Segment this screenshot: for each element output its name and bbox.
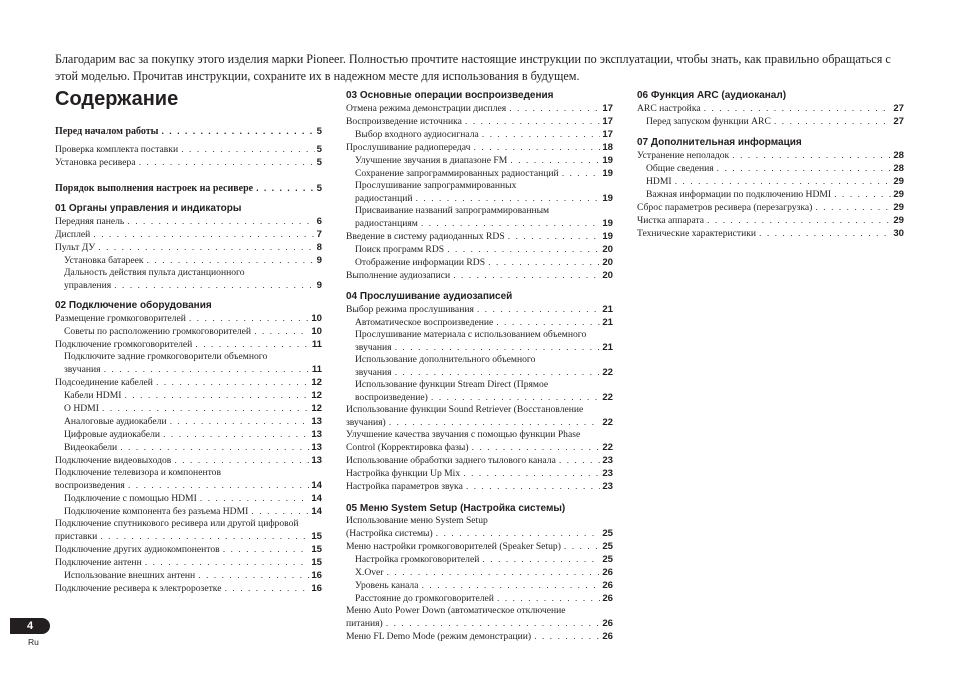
- toc-entry[interactable]: Автоматическое воспроизведение . . . 21: [346, 316, 613, 329]
- toc-heading-06[interactable]: 06 Функция ARC (аудиоканал): [637, 90, 787, 101]
- toc-heading-04[interactable]: 04 Прослушивание аудиозаписей: [346, 291, 513, 302]
- toc-entry[interactable]: Кабели HDMI . . . 12: [55, 389, 322, 402]
- toc-heading-07[interactable]: 07 Дополнительная информация: [637, 137, 802, 148]
- toc-entry[interactable]: Присваивание названий запрограммированным радиостанциям . . . 19: [346, 205, 613, 230]
- toc-entry[interactable]: Цифровые аудиокабели . . . 13: [55, 428, 322, 441]
- toc-entry[interactable]: Подключите задние громкоговорители объемного звучания . . . 11: [55, 351, 322, 376]
- toc-entry[interactable]: Прослушивание материала с использованием объемного звучания . . . 21: [346, 329, 613, 354]
- toc-heading-label: Порядок выполнения настроек на ресивере: [55, 183, 254, 194]
- toc-entry[interactable]: Воспроизведение источника . . . 17: [346, 115, 613, 128]
- toc-entry[interactable]: Настройка параметров звука . . . 23: [346, 480, 613, 493]
- toc-entry[interactable]: Прослушивание радиопередач . . . 18: [346, 141, 613, 154]
- toc-column-3: [637, 90, 904, 240]
- page-number-badge: 4: [10, 618, 50, 634]
- toc-entry[interactable]: Использование обработки заднего тылового канала . . . 23: [346, 454, 613, 467]
- toc-entry[interactable]: Уровень канала . . . 26: [346, 579, 613, 592]
- toc-entry[interactable]: Подключение ресивера к электророзетке . . . 16: [55, 582, 322, 595]
- toc-entry[interactable]: Пульт ДУ . . . 8: [55, 241, 322, 254]
- toc-heading-label: Перед началом работы: [55, 126, 159, 137]
- toc-heading-setup-order[interactable]: Порядок выполнения настроек на ресивере . . . 5: [55, 182, 322, 195]
- toc-entry[interactable]: Видеокабели . . . 13: [55, 441, 322, 454]
- toc-entry[interactable]: Настройка громкоговорителей . . . 25: [346, 553, 613, 566]
- toc-entry[interactable]: Подключение видеовыходов . . . 13: [55, 454, 322, 467]
- toc-entry[interactable]: Подключение компонента без разъема HDMI . . . 14: [55, 505, 322, 518]
- toc-entry[interactable]: Прослушивание запрограммированных радиостанций . . . 19: [346, 180, 613, 205]
- toc-entry[interactable]: Проверка комплекта поставки . . . 5: [55, 143, 322, 156]
- toc-entry[interactable]: ARC настройка . . . 27: [637, 102, 904, 115]
- toc-entry[interactable]: Настройка функции Up Mix . . . 23: [346, 467, 613, 480]
- toc-entry[interactable]: Отмена режима демонстрации дисплея . . . 17: [346, 102, 613, 115]
- toc-heading-03[interactable]: 03 Основные операции воспроизведения: [346, 90, 554, 101]
- toc-entry[interactable]: X.Over . . . 26: [346, 566, 613, 579]
- toc-entry[interactable]: Дальность действия пульта дистанционного управления . . . 9: [55, 267, 322, 292]
- toc-entry[interactable]: Поиск программ RDS . . . 20: [346, 243, 613, 256]
- toc-entry[interactable]: Использование дополнительного объемного звучания . . . 22: [346, 354, 613, 379]
- toc-entry[interactable]: Установка батареек . . . 9: [55, 254, 322, 267]
- toc-column-2: [346, 90, 613, 643]
- toc-heading-01[interactable]: 01 Органы управления и индикаторы: [55, 203, 242, 214]
- toc-entry[interactable]: Введение в систему радиоданных RDS . . . 19: [346, 230, 613, 243]
- toc-entry[interactable]: Сохранение запрограммированных радиостанций . . . 19: [346, 167, 613, 180]
- toc-entry[interactable]: Аналоговые аудиокабели . . . 13: [55, 415, 322, 428]
- toc-entry[interactable]: Подключение антенн . . . 15: [55, 556, 322, 569]
- toc-entry[interactable]: Использование внешних антенн . . . 16: [55, 569, 322, 582]
- toc-heading-page: 5: [316, 126, 322, 137]
- toc-entry[interactable]: Подключение спутникового ресивера или другой цифровой приставки . . . 15: [55, 518, 322, 543]
- toc-entry[interactable]: Чистка аппарата . . . 29: [637, 214, 904, 227]
- toc-heading-05[interactable]: 05 Меню System Setup (Настройка системы): [346, 503, 566, 514]
- toc-entry[interactable]: Перед запуском функции ARC . . . 27: [637, 115, 904, 128]
- toc-entry[interactable]: Подсоединение кабелей . . . 12: [55, 376, 322, 389]
- toc-entry[interactable]: Выбор входного аудиосигнала . . . 17: [346, 128, 613, 141]
- toc-entry[interactable]: Отображение информации RDS . . . 20: [346, 256, 613, 269]
- toc-heading-before[interactable]: [55, 125, 322, 138]
- toc-column-1: [55, 125, 322, 595]
- toc-entry[interactable]: Дисплей . . . 7: [55, 228, 322, 241]
- toc-entry[interactable]: Подключение телевизора и компонентов воспроизведения . . . 14: [55, 467, 322, 492]
- toc-entry[interactable]: Меню настройки громкоговорителей (Speaker Setup) . . . 25: [346, 540, 613, 553]
- toc-entry[interactable]: Сброс параметров ресивера (перезагрузка) . . . 29: [637, 201, 904, 214]
- toc-entry[interactable]: Важная информации по подключению HDMI . . . 29: [637, 188, 904, 201]
- toc-entry[interactable]: Использование меню System Setup (Настройка системы) . . . 25: [346, 515, 613, 540]
- toc-entry[interactable]: Подключение с помощью HDMI . . . 14: [55, 492, 322, 505]
- toc-entry[interactable]: Использование функции Stream Direct (Прямое воспроизведение) . . . 22: [346, 379, 613, 404]
- toc-entry[interactable]: Технические характеристики . . . 30: [637, 227, 904, 240]
- toc-entry[interactable]: Улучшение качества звучания с помощью функции Phase Control (Корректировка фазы) . . . 22: [346, 429, 613, 454]
- toc-entry[interactable]: Использование функции Sound Retriever (Восстановление звучания) . . . 22: [346, 404, 613, 429]
- toc-entry[interactable]: Подключение других аудиокомпонентов . . . 15: [55, 543, 322, 556]
- toc-entry[interactable]: Подключение громкоговорителей . . . 11: [55, 338, 322, 351]
- page-title: Содержание: [55, 88, 179, 110]
- toc-entry[interactable]: Выбор режима прослушивания . . . 21: [346, 303, 613, 316]
- toc-entry[interactable]: Советы по расположению громкоговорителей . . . 10: [55, 325, 322, 338]
- toc-entry[interactable]: Меню FL Demo Mode (режим демонстрации) . . . 26: [346, 630, 613, 643]
- toc-entry[interactable]: Меню Auto Power Down (автоматическое отключение питания) . . . 26: [346, 605, 613, 630]
- toc-entry[interactable]: Выполнение аудиозаписи . . . 20: [346, 269, 613, 282]
- language-code: Ru: [28, 637, 39, 647]
- toc-heading-02[interactable]: 02 Подключение оборудования: [55, 300, 212, 311]
- toc-entry[interactable]: Установка ресивера . . . 5: [55, 156, 322, 169]
- toc-entry[interactable]: Передняя панель . . . 6: [55, 215, 322, 228]
- toc-entry[interactable]: HDMI . . . 29: [637, 175, 904, 188]
- toc-entry[interactable]: О HDMI . . . 12: [55, 402, 322, 415]
- toc-entry[interactable]: Улучшение звучания в диапазоне FM . . . 19: [346, 154, 613, 167]
- intro-paragraph: Благодарим вас за покупку этого изделия марки Pioneer. Полностью прочтите настоящие инструкции по эксплуатации, чтобы знать, как правильно обращаться с этой моделью. Прочитав инструкции, сохраните их в надежном месте для использования в будущем.: [55, 52, 891, 83]
- toc-entry[interactable]: Общие сведения . . . 28: [637, 162, 904, 175]
- toc-entry[interactable]: Расстояние до громкоговорителей . . . 26: [346, 592, 613, 605]
- toc-entry[interactable]: Размещение громкоговорителей . . . 10: [55, 312, 322, 325]
- toc-entry[interactable]: Устранение неполадок . . . 28: [637, 149, 904, 162]
